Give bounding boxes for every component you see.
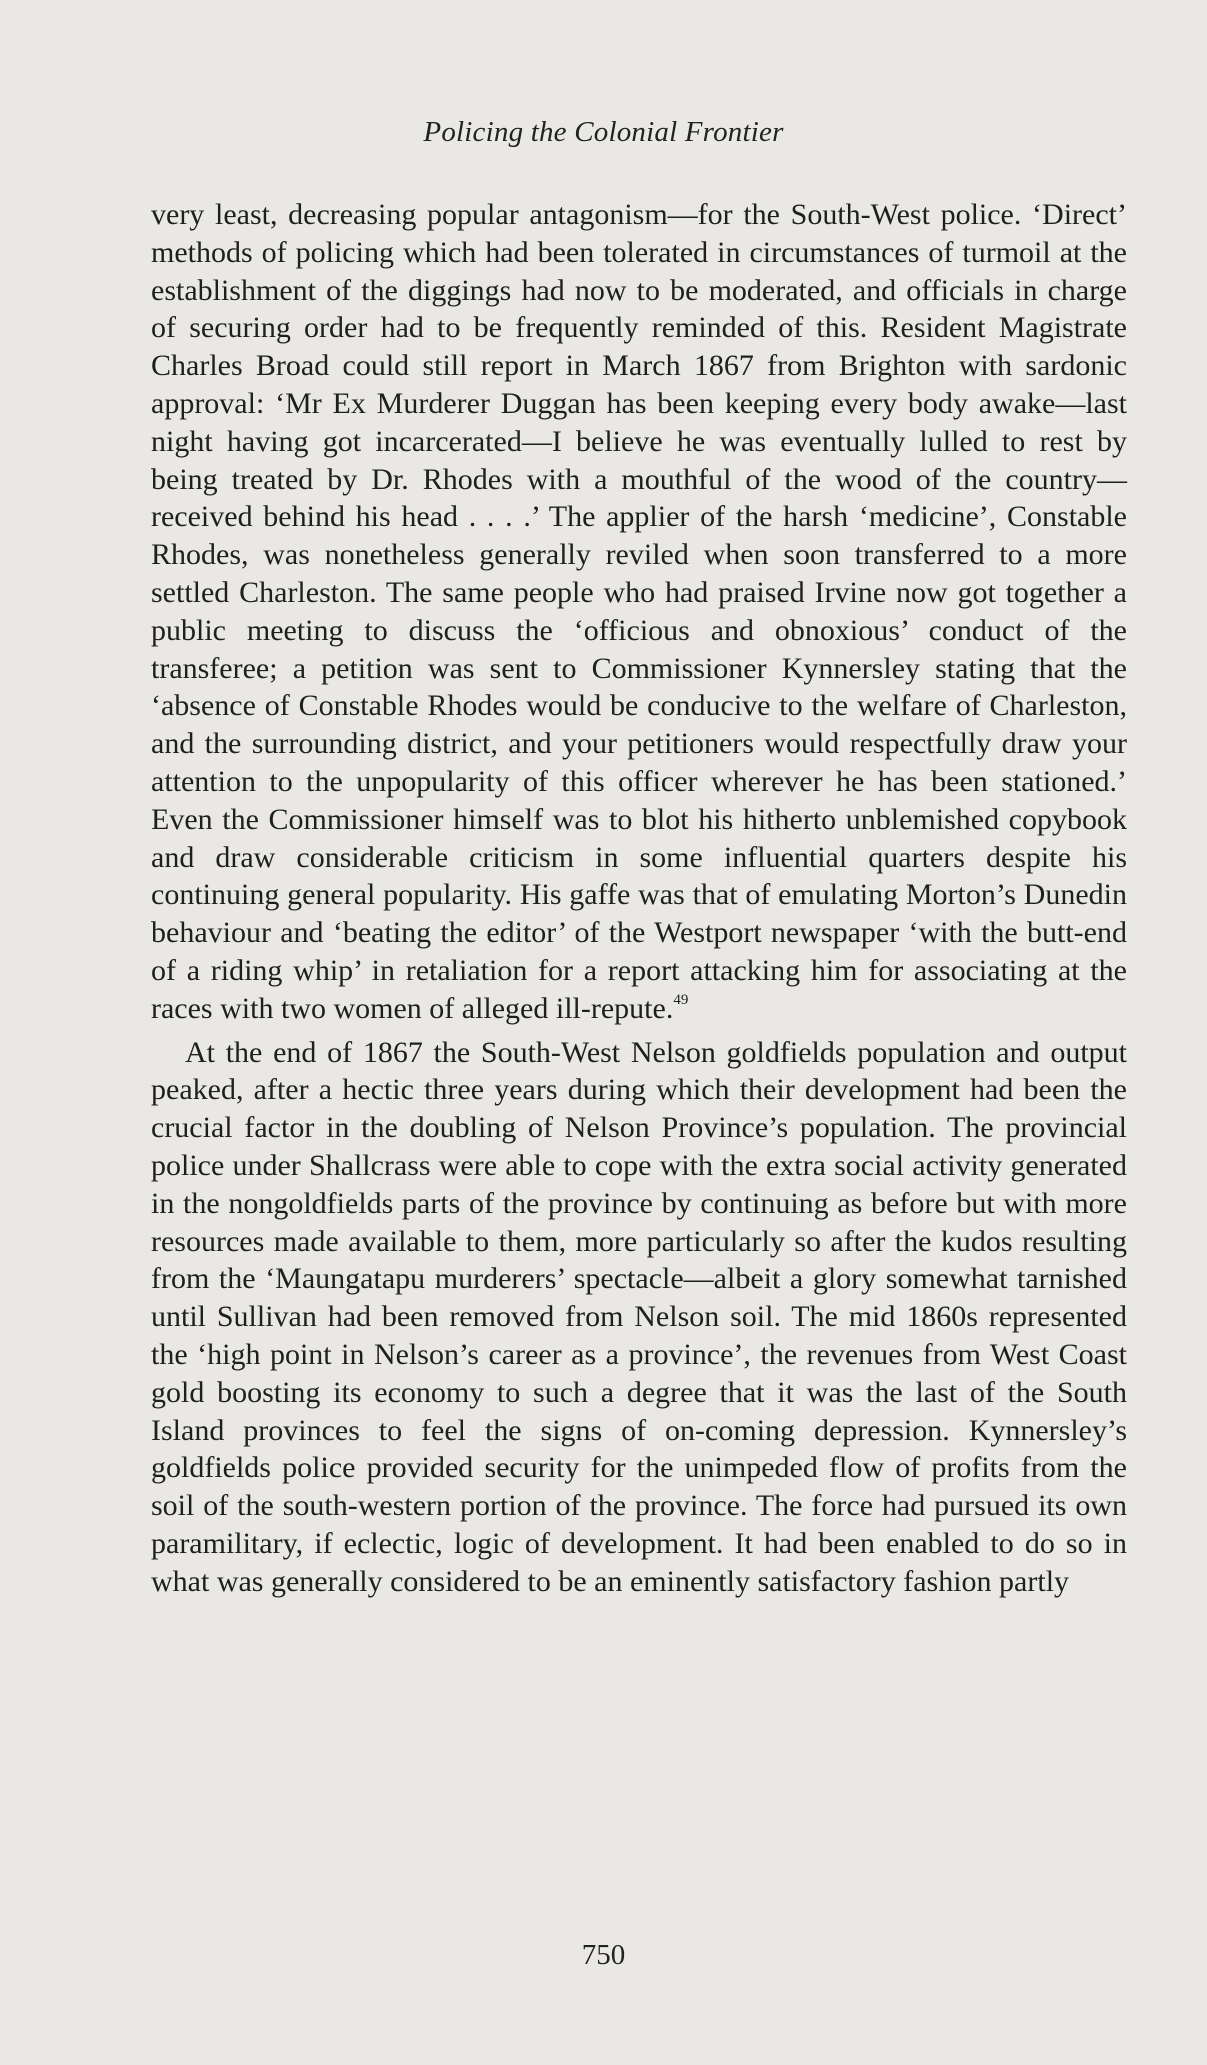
- paragraph-1: [151, 196, 1127, 1028]
- paragraph-2: [151, 1034, 1127, 1601]
- running-head-title: Policing the Colonial Frontier: [423, 116, 784, 148]
- footnote-reference-49: 49: [673, 991, 689, 1008]
- paragraph-2-text: At the end of 1867 the South-West Nelson goldfields population and output peaked, after a hectic three years during which their development had been the crucial factor in the doubling of Nelson Province’s population. The provincial police under Shallcrass were able to cope with the extra social activity generated in the nongoldfields parts of the province by continuing as before but with more resources made available to them, more particularly so after the kudos resulting from the ‘Maungatapu murderers’ spectacle—albeit a glory somewhat tarnished until Sullivan had been removed from Nelson soil. The mid 1860s represented the ‘high point in Nelson’s career as a province’, the revenues from West Coast gold boosting its economy to such a degree that it was the last of the South Island provinces to feel the signs of on-coming depression. Kynnersley’s goldfields police provided security for the unimpeded flow of profits from the soil of the south-western portion of the province. The force had pursued its own paramilitary, if eclectic, logic of development. It had been enabled to do so in what was generally considered to be an eminently satisfactory fashion partly: [151, 1035, 1127, 1598]
- body-text: [151, 196, 1127, 1600]
- page-number: 750: [581, 1939, 626, 1971]
- paragraph-1-text: very least, decreasing popular antagonism—for the South-West police. ‘Direct’ methods of policing which had been tolerated in circumstances of turmoil at the establishment of the diggings had now to be moderated, and officials in charge of securing order had to be frequently reminded of this. Resident Magistrate Charles Broad could still report in March 1867 from Brighton with sardonic approval: ‘Mr Ex Murderer Duggan has been keeping every body awake—last night having got incarcerated—I believe he was eventually lulled to rest by being treated by Dr. Rhodes with a mouthful of the wood of the country—received behind his head . . . .’ The applier of the harsh ‘medicine’, Constable Rhodes, was nonetheless generally reviled when soon transferred to a more settled Charleston. The same people who had praised Irvine now got together a public meeting to discuss the ‘officious and obnoxious’ conduct of the transferee; a petition was sent to Commissioner Kynnersley stating that the ‘absence of Constable Rhodes would be conducive to the welfare of Charleston, and the surrounding district, and your petitioners would respectfully draw your attention to the unpopularity of this officer wherever he has been stationed.’ Even the Commissioner himself was to blot his hitherto unblemished copybook and draw considerable criticism in some influential quarters despite his continuing general popularity. His gaffe was that of emulating Morton’s Dunedin behaviour and ‘beating the editor’ of the Westport newspaper ‘with the butt-end of a riding whip’ in retaliation for a report attacking him for associating at the races with two women of alleged ill-repute.: [151, 198, 1127, 1025]
